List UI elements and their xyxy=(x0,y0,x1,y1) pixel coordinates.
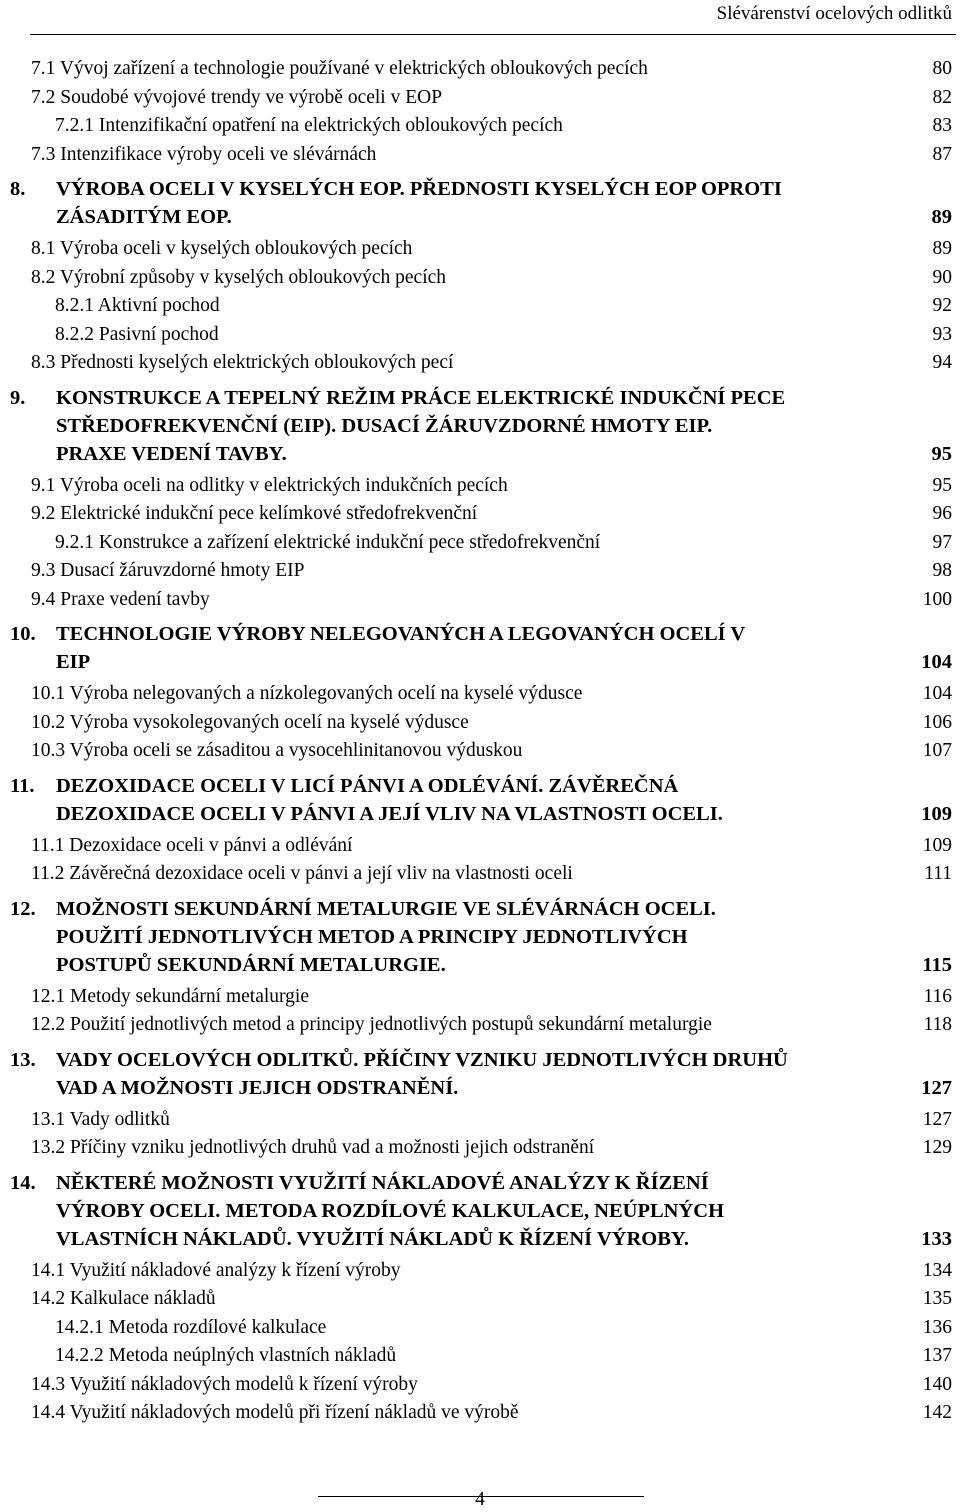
toc-entry-title: 13.2 Příčiny vzniku jednotlivých druhů vad a možnosti jejich odstranění xyxy=(31,1137,595,1158)
toc-chapter-title-line: KONSTRUKCE A TEPELNÝ REŽIM PRÁCE ELEKTRICKÉ INDUKČNÍ PECE xyxy=(56,386,786,409)
toc-entry[interactable] xyxy=(0,680,960,709)
toc-entry-title: 7.3 Intenzifikace výroby oceli ve slévárnách xyxy=(31,143,377,165)
toc-page-number: 106 xyxy=(922,711,952,733)
toc-entry-title: 14.2.1 Metoda rozdílové kalkulace xyxy=(55,1316,327,1338)
toc-entry-title: 14.4 Využití nákladových modelů při řízení nákladů ve výrobě xyxy=(31,1402,519,1423)
toc-entry[interactable] xyxy=(0,860,960,889)
toc-page-number: 135 xyxy=(922,1288,952,1309)
toc-entry-title: 14.1 Využití nákladové analýzy k řízení výroby xyxy=(31,1259,401,1281)
toc-entry-title: 11.2 Závěrečná dezoxidace oceli v pánvi a její vliv na vlastnosti oceli xyxy=(31,863,573,884)
header-rule xyxy=(30,34,956,35)
toc-entry[interactable] xyxy=(0,349,960,378)
toc-page-number: 134 xyxy=(922,1259,952,1281)
toc-entry-title: 8.2.1 Aktivní pochod xyxy=(55,295,220,316)
toc-entry-title: 14.2 Kalkulace nákladů xyxy=(31,1288,216,1309)
toc-entry-title: 10.1 Výroba nelegovaných a nízkolegovaných ocelí na kyselé výdusce xyxy=(31,683,583,704)
toc-entry-title: 10.3 Výroba oceli se zásaditou a vysocehlinitanovou výduskou xyxy=(31,740,523,761)
toc-entry-title: 9.4 Praxe vedení tavby xyxy=(31,588,210,610)
toc-page-number: 116 xyxy=(923,985,952,1007)
toc-page-number: 136 xyxy=(922,1316,952,1338)
toc-chapter-title-line: MOŽNOSTI SEKUNDÁRNÍ METALURGIE VE SLÉVÁRNÁCH OCELI. xyxy=(56,897,716,920)
toc-chapter-title-line: PRAXE VEDENÍ TAVBY. xyxy=(56,442,287,465)
toc-entry[interactable] xyxy=(0,235,960,264)
toc-entry-title: 14.3 Využití nákladových modelů k řízení výroby xyxy=(31,1373,418,1395)
toc-entry-title: 14.2.2 Metoda neúplných vlastních nákladů xyxy=(55,1345,397,1366)
toc-page-number: 97 xyxy=(932,531,952,553)
toc-chapter-number: 14. xyxy=(10,1171,36,1194)
toc-chapter[interactable] xyxy=(0,1046,960,1102)
toc-entry[interactable] xyxy=(0,557,960,586)
toc-chapter-number: 11. xyxy=(10,774,35,797)
toc-entry[interactable] xyxy=(0,321,960,350)
toc-entry-title: 8.2 Výrobní způsoby v kyselých obloukových pecích xyxy=(31,266,447,288)
toc-chapter-title-line: POUŽITÍ JEDNOTLIVÝCH METOD A PRINCIPY JEDNOTLIVÝCH xyxy=(56,925,688,948)
toc-chapter-title-line: VADY OCELOVÝCH ODLITKŮ. PŘÍČINY VZNIKU JEDNOTLIVÝCH DRUHŮ xyxy=(56,1048,788,1071)
toc-entry[interactable] xyxy=(0,983,960,1012)
toc-entry-title: 13.1 Vady odlitků xyxy=(31,1108,170,1130)
toc-entry-title: 10.2 Výroba vysokolegovaných ocelí na kyselé výdusce xyxy=(31,711,469,733)
toc-page-number: 92 xyxy=(932,295,952,316)
toc-page-number: 127 xyxy=(921,1076,952,1099)
toc-page-number: 82 xyxy=(932,86,952,108)
toc-entry[interactable] xyxy=(0,709,960,738)
toc-chapter-title-line: ZÁSADITÝM EOP. xyxy=(56,206,232,228)
toc-page-number: 95 xyxy=(932,474,952,496)
toc-chapter[interactable] xyxy=(0,175,960,231)
toc-entry[interactable] xyxy=(0,264,960,293)
toc-chapter-number: 10. xyxy=(10,623,36,645)
toc-entry-title: 9.3 Dusací žáruvzdorné hmoty EIP xyxy=(31,560,305,581)
toc-entry[interactable] xyxy=(0,500,960,529)
toc-entry-title: 7.2 Soudobé vývojové trendy ve výrobě oceli v EOP xyxy=(31,86,443,108)
toc-page-number: 109 xyxy=(922,834,952,856)
toc-entry[interactable] xyxy=(0,1342,960,1371)
toc-chapter[interactable] xyxy=(0,1169,960,1253)
toc-entry-title: 7.1 Vývoj zařízení a technologie používané v elektrických obloukových pecích xyxy=(31,58,648,79)
toc-chapter-title-line: EIP xyxy=(56,651,91,673)
toc-entry-title: 8.1 Výroba oceli v kyselých obloukových pecích xyxy=(31,238,413,259)
toc-page-number: 107 xyxy=(922,740,952,761)
toc-entry[interactable] xyxy=(0,141,960,170)
toc-chapter-number: 13. xyxy=(10,1048,36,1071)
toc-page-number: 80 xyxy=(932,58,952,79)
toc-chapter-title-line: DEZOXIDACE OCELI V LICÍ PÁNVI A ODLÉVÁNÍ. ZÁVĚREČNÁ xyxy=(56,774,679,797)
toc-page-number: 115 xyxy=(922,953,952,976)
toc-entry[interactable] xyxy=(0,1106,960,1135)
toc-page-number: 140 xyxy=(922,1373,952,1395)
toc-page-number: 89 xyxy=(932,238,952,259)
toc-entry-title: 12.2 Použití jednotlivých metod a principy jednotlivých postupů sekundární metalurgie xyxy=(31,1014,712,1035)
page-number: 4 xyxy=(475,1489,485,1510)
toc-page-number: 133 xyxy=(921,1227,952,1250)
toc-entry[interactable] xyxy=(0,832,960,861)
toc-entry[interactable] xyxy=(0,1011,960,1040)
toc-entry[interactable] xyxy=(0,1285,960,1314)
toc-chapter-title-line: TECHNOLOGIE VÝROBY NELEGOVANÝCH A LEGOVANÝCH OCELÍ V xyxy=(56,623,746,645)
toc-chapter-title-line: VÝROBA OCELI V KYSELÝCH EOP. PŘEDNOSTI KYSELÝCH EOP OPROTI xyxy=(56,178,782,200)
table-of-contents xyxy=(0,55,960,1428)
toc-entry[interactable] xyxy=(0,55,960,84)
toc-entry-title: 8.2.2 Pasivní pochod xyxy=(55,323,219,345)
toc-page-number: 94 xyxy=(932,352,952,373)
toc-page-number: 142 xyxy=(922,1402,952,1423)
toc-chapter[interactable] xyxy=(0,384,960,468)
toc-page-number: 104 xyxy=(922,683,952,704)
toc-entry[interactable] xyxy=(0,1134,960,1163)
toc-entry[interactable] xyxy=(0,84,960,113)
toc-chapter-title-line: NĚKTERÉ MOŽNOSTI VYUŽITÍ NÁKLADOVÉ ANALÝZY K ŘÍZENÍ xyxy=(56,1171,709,1194)
toc-chapter-title-line: VLASTNÍCH NÁKLADŮ. VYUŽITÍ NÁKLADŮ K ŘÍZENÍ VÝROBY. xyxy=(56,1227,689,1250)
toc-chapter-title-line: POSTUPŮ SEKUNDÁRNÍ METALURGIE. xyxy=(56,953,446,976)
running-header: Slévárenství ocelových odlitků xyxy=(716,3,952,24)
toc-chapter-number: 8. xyxy=(10,178,26,200)
toc-page-number: 89 xyxy=(931,206,952,228)
toc-entry[interactable] xyxy=(0,1257,960,1286)
toc-page-number: 87 xyxy=(932,143,952,165)
toc-chapter[interactable] xyxy=(0,772,960,828)
toc-page-number: 90 xyxy=(932,266,952,288)
toc-entry-title: 9.1 Výroba oceli na odlitky v elektrických indukčních pecích xyxy=(31,474,508,496)
toc-entry[interactable] xyxy=(0,529,960,558)
toc-entry[interactable] xyxy=(0,1371,960,1400)
toc-entry[interactable] xyxy=(0,1314,960,1343)
toc-chapter-title-line: VAD A MOŽNOSTI JEJICH ODSTRANĚNÍ. xyxy=(56,1076,459,1099)
toc-entry-title: 12.1 Metody sekundární metalurgie xyxy=(31,985,309,1007)
toc-page-number: 98 xyxy=(932,560,952,581)
toc-entry[interactable] xyxy=(0,112,960,141)
toc-chapter[interactable] xyxy=(0,895,960,979)
toc-chapter-title-line: STŘEDOFREKVENČNÍ (EIP). DUSACÍ ŽÁRUVZDORNÉ HMOTY EIP. xyxy=(56,414,713,437)
toc-chapter-title-line: DEZOXIDACE OCELI V PÁNVI A JEJÍ VLIV NA VLASTNOSTI OCELI. xyxy=(56,802,723,825)
toc-page-number: 111 xyxy=(924,863,952,884)
toc-page-number: 83 xyxy=(932,115,952,136)
toc-entry-title: 7.2.1 Intenzifikační opatření na elektrických obloukových pecích xyxy=(55,115,563,136)
toc-chapter[interactable] xyxy=(0,620,960,676)
toc-chapter-title-line: VÝROBY OCELI. METODA ROZDÍLOVÉ KALKULACE, NEÚPLNÝCH xyxy=(56,1199,725,1222)
toc-entry[interactable] xyxy=(0,292,960,321)
toc-page-number: 109 xyxy=(921,802,952,825)
toc-page-number: 95 xyxy=(931,442,952,465)
toc-entry[interactable] xyxy=(0,737,960,766)
toc-entry-title: 11.1 Dezoxidace oceli v pánvi a odlévání xyxy=(31,834,353,856)
toc-entry-title: 8.3 Přednosti kyselých elektrických obloukových pecí xyxy=(31,352,454,373)
toc-chapter-number: 12. xyxy=(10,897,36,920)
toc-entry-title: 9.2.1 Konstrukce a zařízení elektrické indukční pece středofrekvenční xyxy=(55,531,601,553)
toc-entry[interactable] xyxy=(0,586,960,615)
toc-page-number: 127 xyxy=(922,1108,952,1130)
toc-page-number: 100 xyxy=(922,588,952,610)
toc-page-number: 129 xyxy=(922,1137,952,1158)
toc-page-number: 104 xyxy=(921,651,952,673)
toc-entry[interactable] xyxy=(0,1399,960,1428)
toc-entry[interactable] xyxy=(0,472,960,501)
toc-page-number: 118 xyxy=(923,1014,952,1035)
toc-page-number: 137 xyxy=(922,1345,952,1366)
toc-entry-title: 9.2 Elektrické indukční pece kelímkové středofrekvenční xyxy=(31,503,478,524)
toc-page-number: 93 xyxy=(932,323,952,345)
toc-page-number: 96 xyxy=(932,503,952,524)
toc-chapter-number: 9. xyxy=(10,386,26,409)
